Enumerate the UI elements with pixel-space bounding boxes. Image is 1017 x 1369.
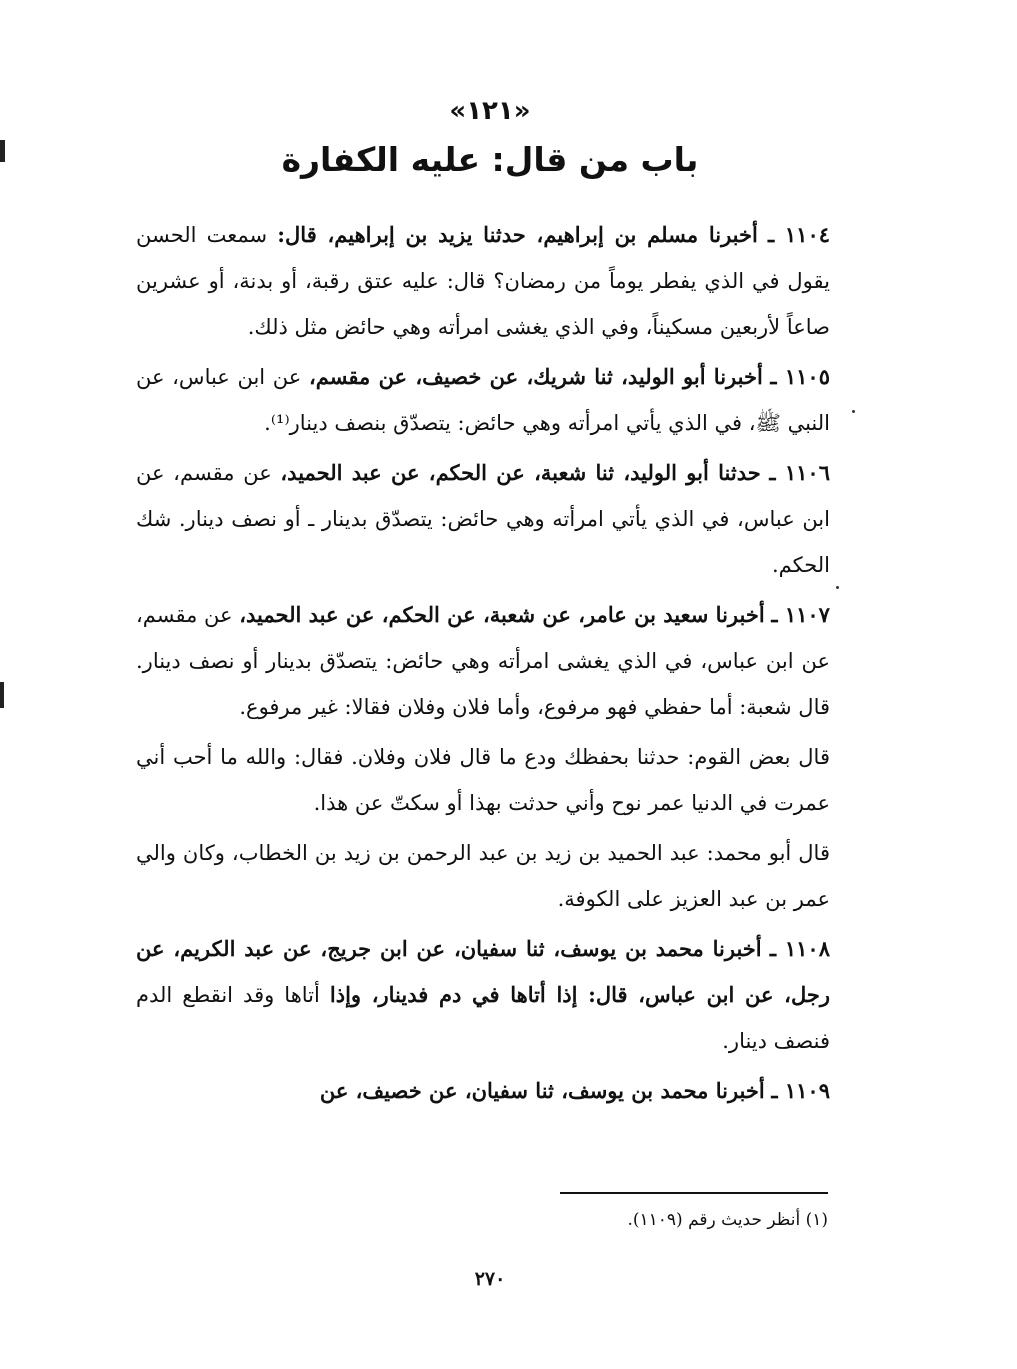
hadith-isnad: أخبرنا محمد بن يوسف، ثنا سفيان، عن ابن جريج، عن عبد الكريم، عن رجل، عن ابن عباس، قال: إذا أتاها في دم فدينار، وإذا: [136, 936, 830, 1007]
hadith-isnad: أخبرنا محمد بن يوسف، ثنا سفيان، عن خصيف، عن: [319, 1078, 765, 1103]
hadith-text: أتاها وقد انقطع الدم فنصف دينار.: [136, 983, 830, 1053]
hadith-1107: [136, 592, 830, 730]
chapter-title: باب من قال: عليه الكفارة: [281, 140, 699, 179]
author-note-paragraph: قال أبو محمد: عبد الحميد بن زيد بن عبد الرحمن بن زيد بن الخطاب، وكان والي عمر بن عبد العزيز على الكوفة.: [136, 841, 830, 911]
scan-speck: [836, 586, 839, 589]
hadith-number: ١١٠٥ ـ: [770, 364, 830, 389]
hadith-1106: [136, 450, 830, 588]
hadith-1104: [136, 212, 830, 350]
page-number: ٢٧٠: [474, 1268, 506, 1290]
hadith-number: ١١٠٧ ـ: [771, 602, 830, 627]
hadith-text: عن ابن عباس، عن النبي ﷺ، في الذي يأتي امرأته وهي حائض: يتصدّق بنصف دينار⁽¹⁾.: [136, 365, 830, 435]
hadith-number: ١١٠٤ ـ: [767, 222, 831, 247]
chapter-number: «١٢١»: [449, 96, 531, 126]
scan-edge-mark: [0, 140, 5, 162]
hadith-1108: [136, 926, 830, 1064]
hadith-isnad: أخبرنا سعيد بن عامر، عن شعبة، عن الحكم، عن عبد الحميد،: [239, 602, 765, 627]
hadith-1105: [136, 354, 830, 446]
hadith-text: عن مقسم، عن ابن عباس، في الذي يأتي امرأته وهي حائض: يتصدّق بدينار ـ أو نصف دينار. شك الحكم.: [136, 461, 830, 577]
scan-speck: [852, 410, 855, 413]
hadith-number: ١١٠٩ ـ: [771, 1078, 830, 1103]
narration-paragraph: قال بعض القوم: حدثنا بحفظك ودع ما قال فلان وفلان. فقال: والله ما أحب أني عمرت في الدنيا عمر نوح وأني حدثت بهذا أو سكتّ عن هذا.: [136, 745, 830, 815]
hadith-isnad: حدثنا أبو الوليد، ثنا شعبة، عن الحكم، عن عبد الحميد،: [280, 460, 761, 485]
main-text: [136, 212, 830, 1118]
hadith-isnad: أخبرنا أبو الوليد، ثنا شريك، عن خصيف، عن مقسم،: [308, 364, 763, 389]
footnote: (١) أنظر حديث رقم (١١٠٩).: [627, 1210, 828, 1230]
hadith-text: عن مقسم، عن ابن عباس، في الذي يغشى امرأته وهي حائض: يتصدّق بدينار أو نصف دينار. قال شعبة: أما حفظي فهو مرفوع، وأما فلان وفلان فقالا: غير مرفوع.: [136, 603, 830, 719]
footnote-divider: [560, 1192, 828, 1194]
hadith-number: ١١٠٨ ـ: [769, 936, 830, 961]
scan-edge-mark: [0, 682, 4, 708]
hadith-text: سمعت الحسن يقول في الذي يفطر يوماً من رمضان؟ قال: عليه عتق رقبة، أو بدنة، أو عشرين صاعاً لأربعين مسكيناً، وفي الذي يغشى امرأته وهي حائض مثل ذلك.: [136, 223, 830, 339]
hadith-number: ١١٠٦ ـ: [769, 460, 830, 485]
hadith-1109: [136, 1068, 830, 1114]
hadith-isnad: أخبرنا مسلم بن إبراهيم، حدثنا يزيد بن إبراهيم، قال:: [277, 222, 758, 247]
